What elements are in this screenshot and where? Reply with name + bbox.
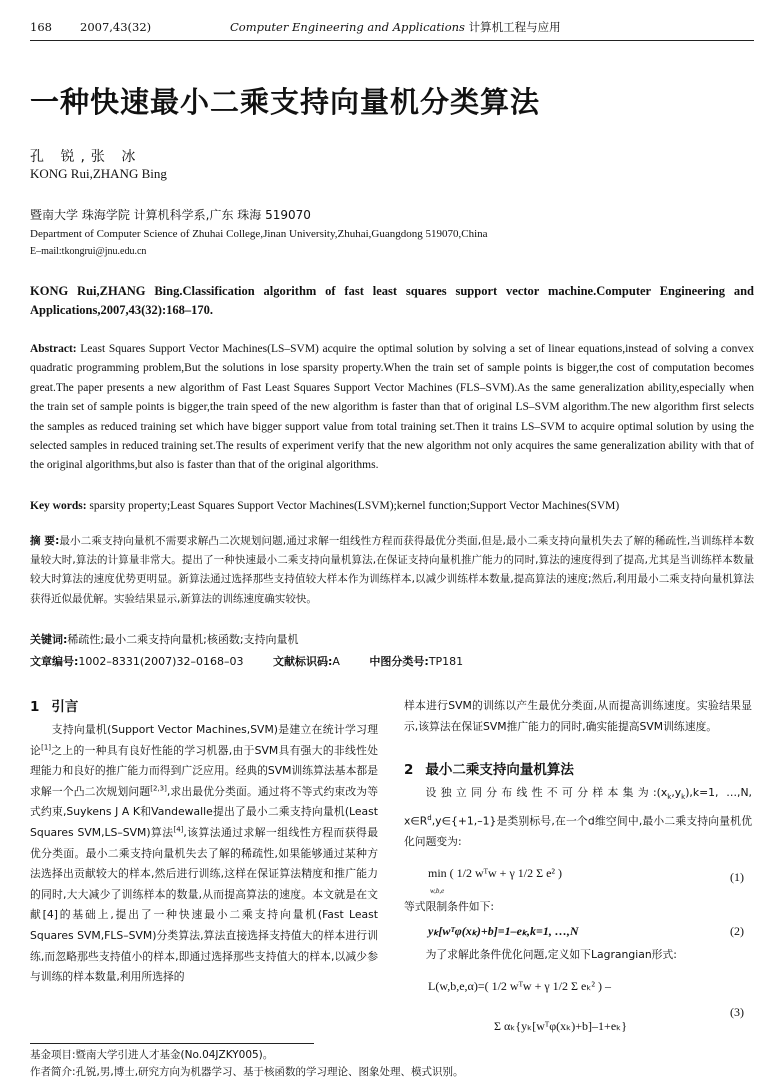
section-heading-ls-svm [404, 759, 752, 781]
intro-text-part: ,求出最优分类面。通过将不等式约束改为等式约束,Suykens J A K和Vandewalle提出了最小二乘支持向量机(Least Squares SVM,LS–SVM)算法 [30, 784, 378, 839]
intro-text-part: 支持向量机(Support Vector Machines,SVM)是建立在统计学习理论 [30, 723, 378, 757]
keywords-cn-label: 关键词: [30, 633, 68, 646]
section2-intro: 设独立同分布线性不可分样本集为$:(x_k,y_k),k=1$, …,N, $x\in R^d,y\in\{+1,-1\}$是类别标号,在一个d维空间中,最小二乘支持向量机优化问题变为: [404, 786, 752, 849]
article-meta [30, 652, 754, 672]
funding-footnote: 基金项目:暨南大学引进人才基金(No.04JZKY005)。 [30, 1049, 274, 1061]
section2-intro-part: 设独立同分布线性不可分样本集为:(x [425, 786, 668, 800]
abstract-en [30, 340, 754, 476]
author-bio-footnote: 作者简介:孔锐,男,博士,研究方向为机器学习、基于核函数的学习理论、图象处理、模式识别。 [30, 1066, 464, 1078]
affiliation-en: Department of Computer Science of Zhuhai College,Jinan University,Zhuhai,Guangdong 519070,China [30, 228, 488, 240]
section-title: 引言 [51, 699, 79, 715]
running-header [30, 14, 754, 41]
introduction-paragraph-continued: 样本进行SVM的训练以产生最优分类面,从而提高训练速度。实验结果显示,该算法在保证SVM推广能力的同时,确实能提高SVM训练速度。 [404, 699, 752, 733]
equation-2 [404, 919, 752, 943]
journal-name [230, 14, 561, 40]
equation-3-number: (3) [730, 1004, 744, 1019]
article-number [30, 652, 243, 672]
classification-number [369, 652, 463, 672]
issue-info: 2007,43(32) [80, 20, 152, 34]
abstract-cn [30, 532, 754, 609]
section-title: 最小二乘支持向量机算法 [425, 762, 574, 779]
document-code [273, 652, 340, 672]
authors-en: KONG Rui,ZHANG Bing [30, 166, 167, 181]
article-number-label: 文章编号: [30, 655, 79, 668]
introduction-paragraph [30, 720, 378, 988]
equation-3-line1: L(w,b,e,α)=( 1/2 wᵀw + γ 1/2 Σ eₖ² ) – [428, 978, 612, 993]
journal-name-cn: 计算机工程与应用 [468, 20, 561, 34]
citation: KONG Rui,ZHANG Bing.Classification algorithm of fast least squares support vector machine.Computer Engineering and Applications,2007,43(32):168–170. [30, 284, 754, 317]
reference-marker[interactable]: [4] [173, 825, 184, 834]
equation-1 [404, 855, 752, 895]
body-column-right [404, 696, 752, 1050]
equation-3 [404, 968, 752, 1048]
journal-name-en: Computer Engineering and Applications [230, 20, 465, 34]
keywords-cn [30, 630, 754, 650]
section-spacer [404, 737, 752, 759]
footnote-divider [30, 1043, 314, 1044]
intro-text-part: 之上的一种具有良好性能的学习机器,由于SVM具有强大的非线性处理能力和良好的推广能力而得到广泛应用。经典的SVM训练算法基本都是求解一个凸二次规划问题 [30, 743, 378, 798]
abstract-en-text: Least Squares Support Vector Machines(LS–SVM) acquire the optimal solution by solving a set of linear equations,instead of solving a convex quadratic programming problem,But the solutions in lose sparsity property.When the train set of sample points is bigger,the cost of computation becomes great.The paper presents a new algorithm of Fast Least Squares Support Vector Machines (FLS–SVM).As the same generalization ability,especially when the train set of sample points is bigger,the train speed of the new algorithm is faster than that of original LS–SVM algorithm.The new algorithm first selects the samples as reduced training set which have bigger support value from total training set.Then it trains LS–SVM to acquire optimal solution by using the selected samples in reduced training set.The results of experiment verify that the new algorithm not only acquires the same generalization ability with that of the original algorithms,but also is faster than that of the original algorithms. [30, 343, 754, 472]
abstract-cn-text: 最小二乘支持向量机不需要求解凸二次规划问题,通过求解一组线性方程而获得最优分类面,但是,最小二乘支持向量机失去了解的稀疏性,当训练样本数量较大时,算法的计算量非常大。提出了一种快速最小二乘支持向量机算法,在保证支持向量机推广能力的同时,算法的速度得到了提高,尤其是当训练样本数量较大时算法的速度优势更明显。新算法通过选择那些支持值较大样本作为训练样本,以减少训练样本数量,提高算法的速度;然后,利用最小二乘支持向量机算法获得近似最优解。实验结果显示,新算法的训练速度确实较快。 [30, 535, 754, 605]
intro-text-part: ,该算法通过求解一组线性方程而获得最优分类面。最小二乘支持向量机失去了解的稀疏性,如果能够通过某种方法选择出贡献较大的样本,然后进行训练,这样在保证算法精度和推广能力的同时,大大减少了训练样本的数量,从而提高算法的速度。本文就是在文献[4]的基础上,提出了一种快速最小二乘支持向量机(Fast Least Squares SVM,FLS–SVM)分类算法,算法直接选择支持值大的样本进行训练,而忽略那些支持值小的样本,即通过选择那些支持值大的样本,以减少参与训练的样本数量,利用所选择的 [30, 825, 378, 984]
equation-1-number: (1) [730, 869, 744, 884]
document-code-value: A [332, 655, 340, 668]
reference-marker[interactable]: [2,3] [150, 784, 167, 793]
affiliation-cn: 暨南大学 珠海学院 计算机科学系,广东 珠海 519070 [30, 208, 311, 222]
equation-3-line2: Σ αₖ{yₖ[wᵀφ(xₖ)+b]–1+eₖ} [494, 1018, 628, 1033]
classification-number-label: 中图分类号: [369, 655, 429, 668]
constraint-label: 等式限制条件如下: [404, 899, 495, 913]
lagrangian-intro: 为了求解此条件优化问题,定义如下Lagrangian形式: [425, 948, 677, 962]
section-number: 2 [404, 762, 414, 779]
keywords-en [30, 497, 754, 516]
paper-title: 一种快速最小二乘支持向量机分类算法 [30, 85, 541, 119]
page-number: 168 [30, 20, 52, 34]
body-column-left [30, 696, 378, 988]
keywords-en-label: Key words: [30, 500, 87, 512]
equation-1-subscript: w,b,e [430, 886, 445, 895]
section2-intro-part: ,y∈{+1,–1}是类别标号,在一个d维空间中,最小二乘支持向量机优化问题变为: [404, 814, 752, 849]
abstract-cn-label: 摘 要: [30, 535, 60, 547]
article-number-value: 1002–8331(2007)32–0168–03 [78, 655, 244, 668]
keywords-cn-text: 稀疏性;最小二乘支持向量机;核函数;支持向量机 [67, 633, 299, 646]
author-email: E–mail:tkongrui@jnu.edu.cn [30, 246, 147, 257]
reference-marker[interactable]: [1] [41, 743, 52, 751]
section-number: 1 [30, 699, 40, 715]
document-code-label: 文献标识码: [272, 655, 333, 668]
equation-1-body: min ( 1/2 wᵀw + γ 1/2 Σ e² ) [428, 865, 562, 880]
authors-cn: 孔 锐,张 冰 [30, 149, 142, 165]
keywords-en-text: sparsity property;Least Squares Support Vector Machines(LSVM);kernel function;Support Vector Machines(SVM) [89, 500, 620, 512]
section-heading-introduction [30, 696, 378, 718]
abstract-en-label: Abstract: [30, 343, 77, 355]
section2-intro-part: ),k=1, …,N, x∈R [404, 786, 752, 828]
classification-number-value: TP181 [428, 655, 464, 668]
equation-2-body: yₖ[wᵀφ(xₖ)+b]=1–eₖ,k=1, …,N [428, 924, 579, 939]
equation-2-number: (2) [730, 924, 744, 939]
